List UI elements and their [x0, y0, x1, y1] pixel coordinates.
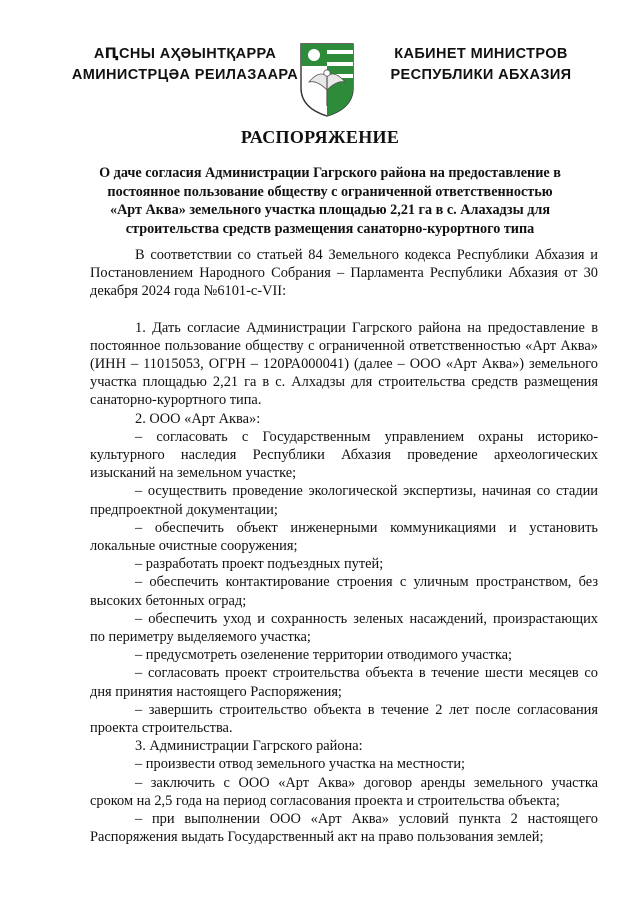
document-title: РАСПОРЯЖЕНИЕ — [240, 127, 400, 147]
letterhead-right-line2: РЕСПУБЛИКИ АБХАЗИЯ — [390, 67, 572, 83]
paragraph-item-2-bullet: – согласовать с Государственным управлением охраны историко-культурного наследия Республики Абхазия проведение археологических изысканий на земельном участке; — [90, 428, 598, 482]
letterhead — [0, 40, 640, 120]
paragraph-item-2-bullet: – обеспечить контактирование строения с уличным пространством, без высоких бетонных оград; — [90, 574, 598, 609]
paragraph-item-3-bullet: – произвести отвод земельного участка на местности; — [135, 756, 466, 773]
paragraph-item-2-bullet: – предусмотреть озеленение территории отводимого участка; — [135, 647, 513, 664]
paragraph-item-2: 2. ООО «Арт Аква»: — [135, 410, 261, 427]
paragraph-item-2-bullet: – разработать проект подъездных путей; — [135, 556, 384, 573]
letterhead-left-line1: АԤСНЫ АҲӘЫНТҚАРРА — [93, 46, 277, 62]
paragraph-item-3-bullet: – заключить с ООО «Арт Аква» договор аренды земельного участка сроком на 2,5 года на период согласования проекта и строительства объекта; — [90, 774, 598, 809]
document-subject: О даче согласия Администрации Гагрского района на предоставление в постоянное пользование обществу с ограниченной ответственностью «Арт Аква» земельного участка площадью 2,21 га в с. Алахадзы для строительства средств размещения санаторно-курортного типа — [99, 165, 561, 237]
letterhead-left — [60, 44, 310, 86]
letterhead-right-line1: КАБИНЕТ МИНИСТРОВ — [394, 46, 568, 62]
paragraph-item-2-bullet: – завершить строительство объекта в течение 2 лет после согласования проекта строительства. — [90, 701, 598, 737]
paragraph-preamble: В соответствии со статьей 84 Земельного кодекса Республики Абхазия и Постановлением Народного Собрания – Парламента Республики Абхазия от 30 декабря 2024 года №6101-с-VII: — [90, 247, 598, 300]
document-body — [90, 246, 598, 847]
state-emblem-icon — [297, 40, 357, 118]
paragraph-item-1: 1. Дать согласие Администрации Гагрского района на предоставление в постоянное пользование обществу с ограниченной ответственностью «Арт Аква» (ИНН – 11015053, ОГРН – 120РА000041) (далее – ООО «Арт Аква») земельного участка площадью 2,21 га в с. Алхадзы для строительства средств размещения санаторно-курортного типа. — [90, 319, 598, 409]
letterhead-right — [372, 44, 590, 86]
letterhead-left-line2: АМИНИСТРЦӘА РЕИЛАЗААРА — [71, 67, 299, 83]
paragraph-item-3-bullet: – при выполнении ООО «Арт Аква» условий пункта 2 настоящего Распоряжения выдать Государственный акт на право пользования землей; — [90, 811, 598, 846]
paragraph-item-2-bullet: – согласовать проект строительства объекта в течение шести месяцев со дня принятия настоящего Распоряжения; — [90, 665, 598, 700]
paragraph-item-2-bullet: – осуществить проведение экологической экспертизы, начиная со стадии предпроектной документации; — [90, 483, 598, 518]
paragraph-item-2-bullet: – обеспечить уход и сохранность зеленых насаждений, произрастающих по периметру выделяемого участка; — [90, 610, 598, 646]
paragraph-item-2-bullet: – обеспечить объект инженерными коммуникациями и установить локальные очистные сооружения; — [90, 519, 598, 555]
paragraph-item-3: 3. Администрации Гагрского района: — [135, 738, 363, 755]
